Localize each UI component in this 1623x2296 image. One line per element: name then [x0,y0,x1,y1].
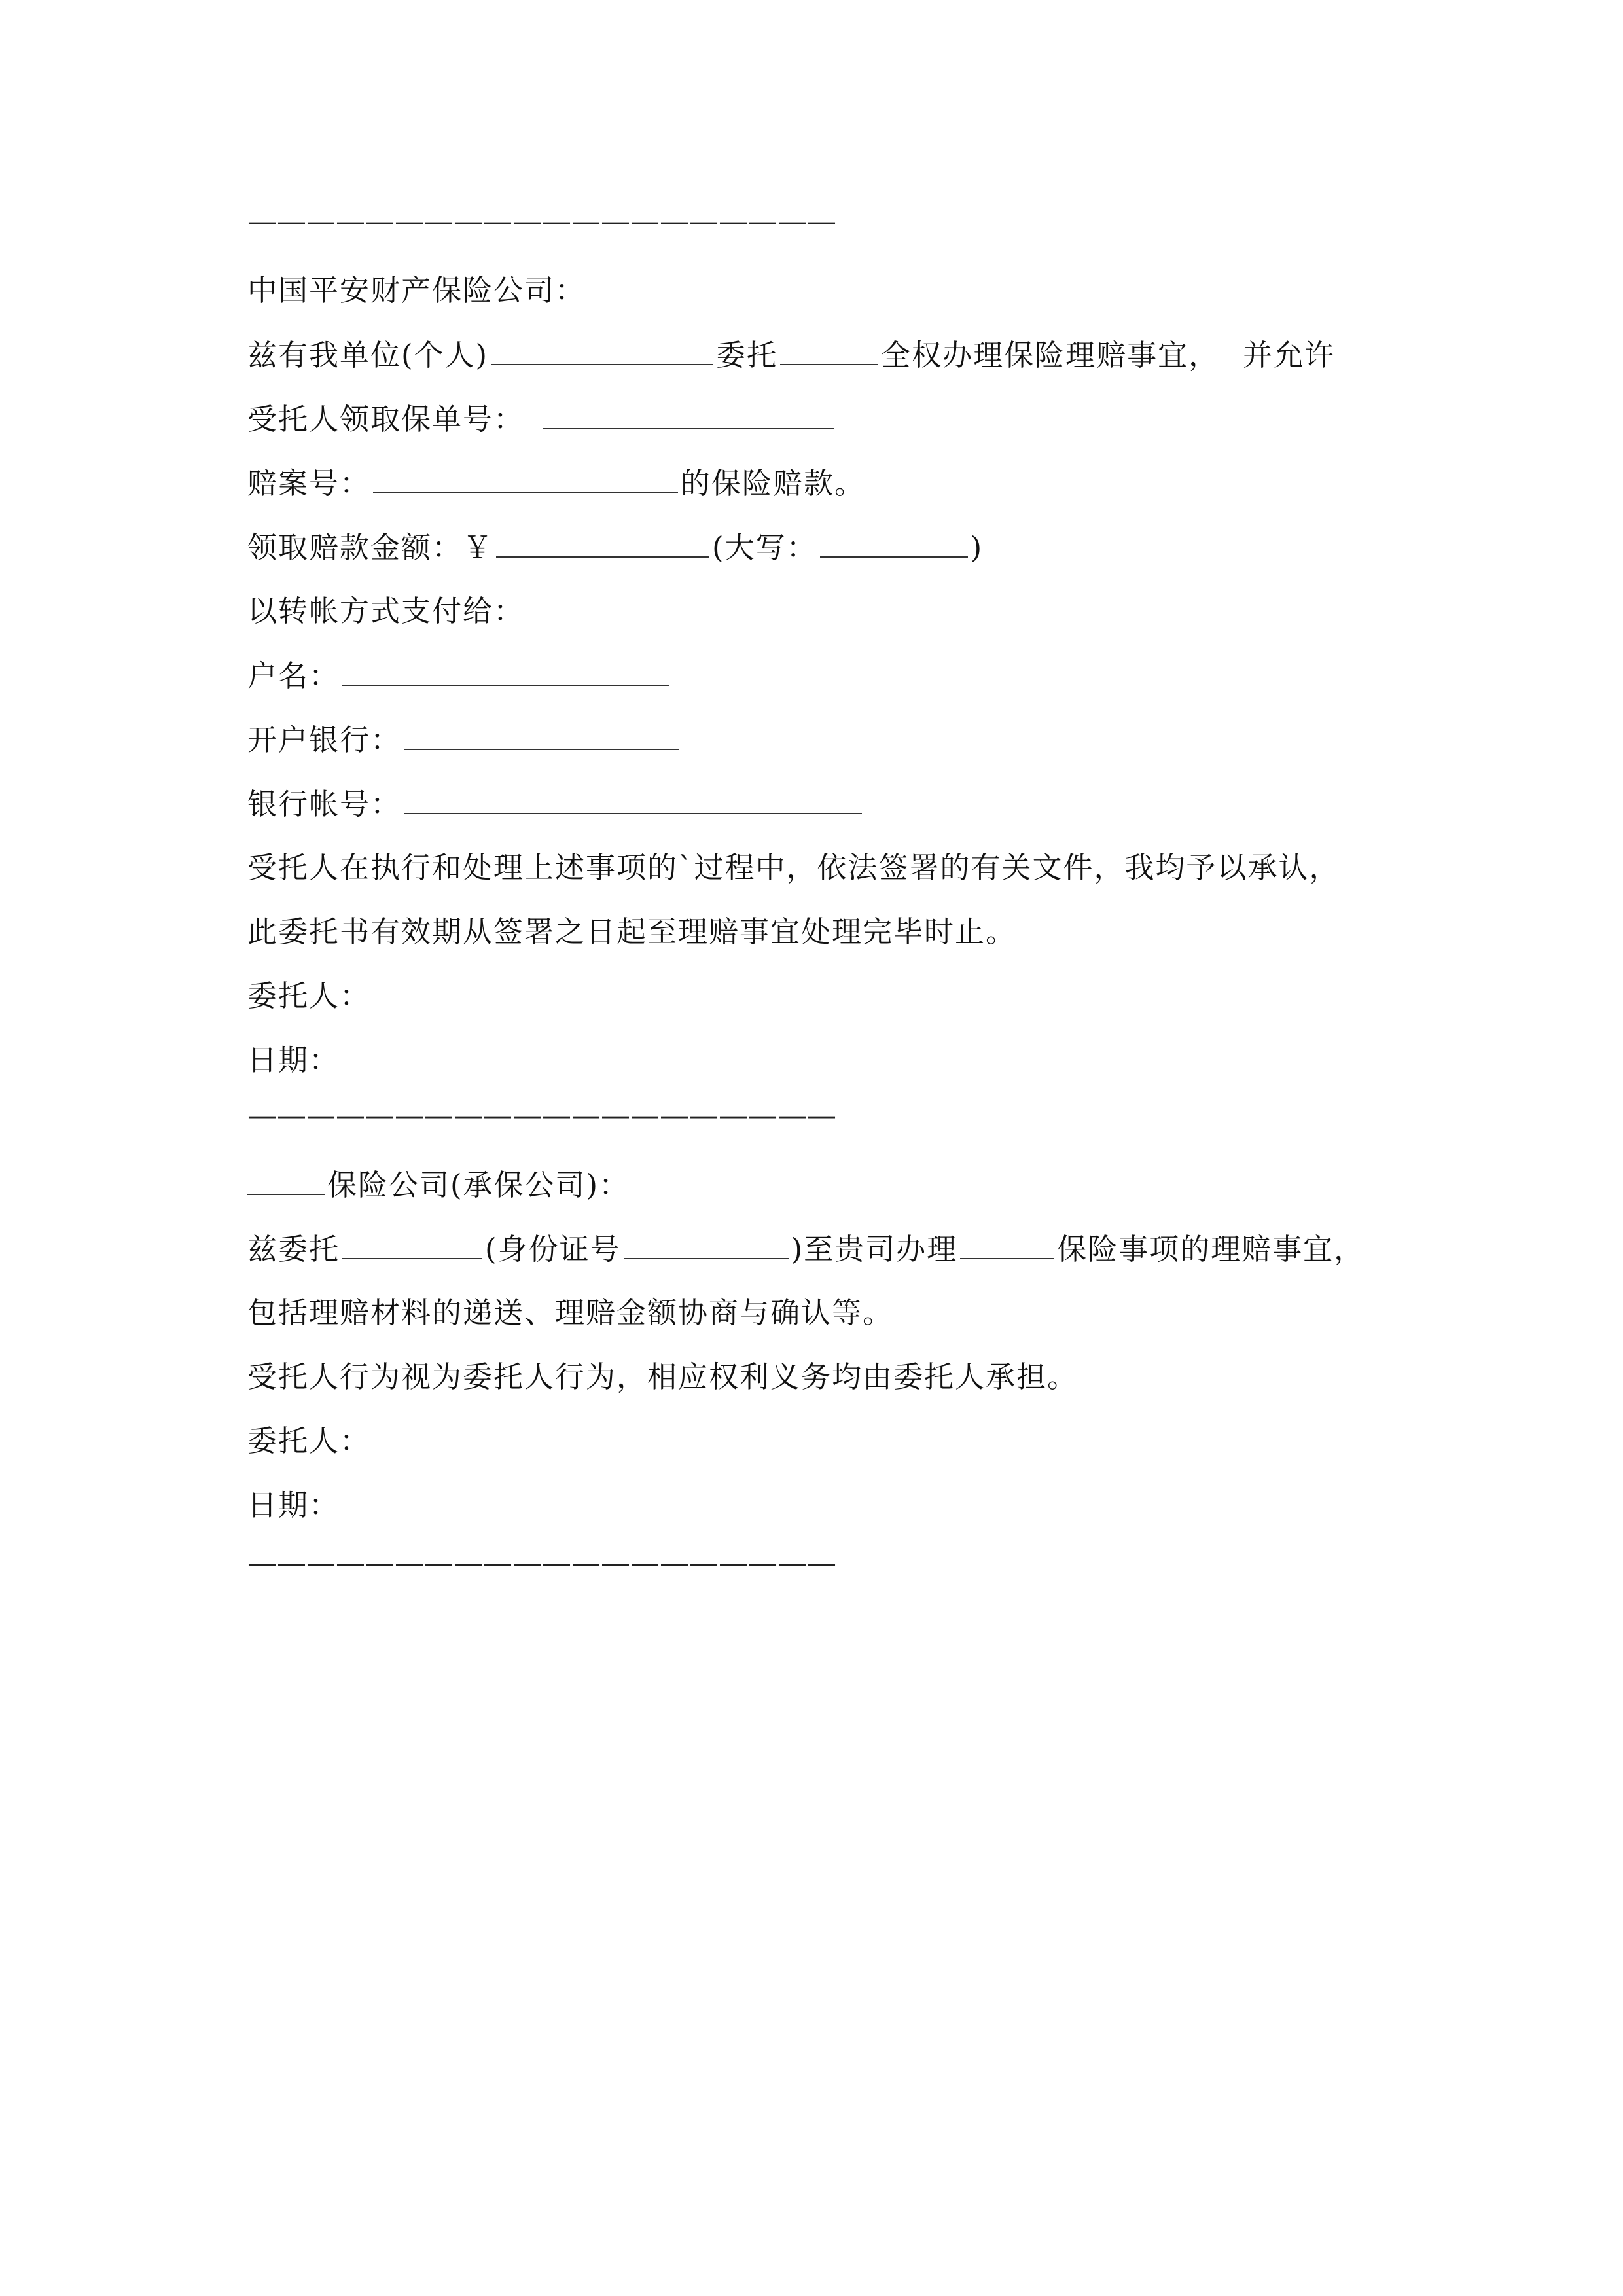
unit-name-blank[interactable] [491,335,713,365]
amount-blank[interactable] [496,528,709,558]
bank-label: 开户银行： [247,723,402,757]
amount-words-blank[interactable] [820,528,968,558]
form1-line1-c: 全权办理保险理赔事宜， [881,338,1220,372]
form2-addressee-suffix: 保险公司(承保公司)： [327,1168,630,1202]
form2-line1-a: 兹委托 [247,1232,340,1266]
form2-line1-c: )至贵司办理 [791,1232,958,1266]
case-number-suffix: 的保险赔款。 [681,466,866,501]
separator-top: ———————————————————— [247,204,836,238]
amount-words-close: ) [970,530,984,565]
form1-line1-b: 委托 [716,338,778,372]
form1-line1 [247,335,1335,374]
account-number-row [247,784,865,823]
form1-date: 日期： [247,1043,340,1077]
account-number-label: 银行帐号： [247,787,402,821]
account-name-label: 户名： [247,658,340,693]
form2-line1-b: (身份证号 [485,1232,621,1266]
form1-para2: 此委托书有效期从签署之日起至理赔事宜处理完毕时止。 [247,914,1017,949]
insurance-type-blank[interactable] [960,1229,1054,1259]
amount-words-open: (大写： [712,530,817,565]
policy-number-blank[interactable] [543,399,834,429]
bank-blank[interactable] [404,720,679,750]
form1-line1-d: 并允许 [1243,338,1336,372]
account-number-blank[interactable] [404,784,862,814]
form2-principal: 委托人： [247,1424,371,1458]
trustee-name-blank[interactable] [780,335,878,365]
form1-line2 [247,399,837,439]
form2-date: 日期： [247,1488,340,1522]
account-name-row [247,656,672,695]
form1-line4 [247,528,983,567]
form2-line1-d: 保险事项的理赔事宜， [1057,1232,1365,1266]
form2-line2: 包括理赔材料的递送、理赔金额协商与确认等。 [247,1295,894,1330]
case-number-blank[interactable] [373,463,678,493]
insurer-name-blank[interactable] [247,1165,325,1195]
separator-bottom: ———————————————————— [247,1545,836,1580]
form1-para1: 受托人在执行和处理上述事项的`过程中，依法签署的有关文件，我均予以承认， [247,850,1340,885]
form1-principal: 委托人： [247,978,371,1013]
policy-number-label: 受托人领取保单号： [247,402,525,437]
form2-line1 [247,1229,1364,1268]
form1-addressee: 中国平安财产保险公司： [247,273,586,308]
form1-line3 [247,463,865,503]
id-number-blank[interactable] [624,1229,789,1259]
form2-line3: 受托人行为视为委托人行为，相应权利义务均由委托人承担。 [247,1359,1079,1394]
case-number-label: 赔案号： [247,466,371,501]
separator-middle: ———————————————————— [247,1098,836,1132]
account-name-blank[interactable] [342,656,669,686]
bank-row [247,720,681,759]
trustee-blank[interactable] [342,1229,482,1259]
form1-line5: 以转帐方式支付给： [247,594,525,628]
form1-line1-a: 兹有我单位(个人) [247,338,489,372]
amount-label: 领取赔款金额：￥ [247,530,494,565]
form2-addressee [247,1165,630,1204]
